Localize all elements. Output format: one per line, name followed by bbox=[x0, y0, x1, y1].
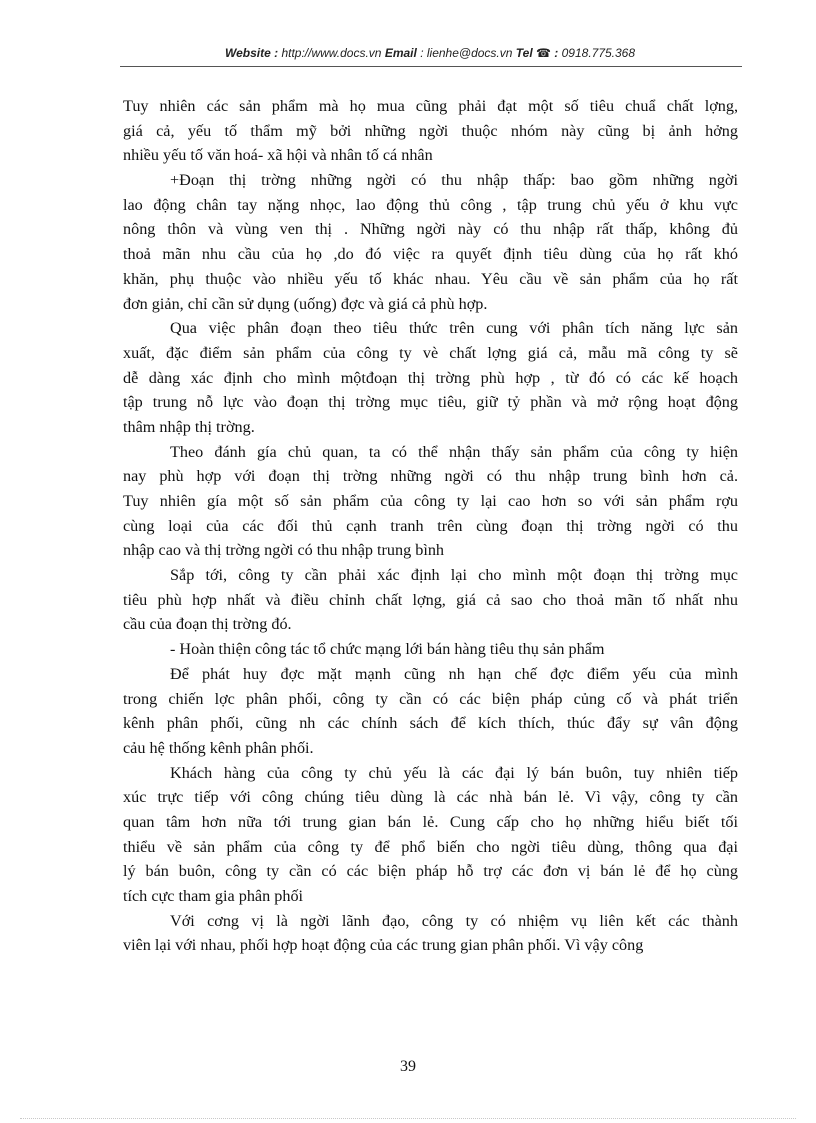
tel-label: Tel ☎ : bbox=[515, 46, 559, 60]
text-line: đơn giản, chỉ cần sử dụng (uống) đợc và giá cả phù hợp. bbox=[123, 294, 488, 313]
text-line: +Đoạn thị trờng những ngời có thu nhập thấp: bao gồm những ngời bbox=[170, 171, 738, 190]
text-line: nông thôn và vùng ven thị . Những ngời này có thu nhập rất thấp, không đủ bbox=[123, 220, 738, 239]
paragraph bbox=[123, 440, 738, 563]
header-rule bbox=[120, 66, 742, 67]
text-line: dễ dàng xác định cho mình mộtđoạn thị trờng phù hợp , từ đó có các kế hoạch bbox=[123, 368, 738, 387]
text-line: quan tâm hơn nữa tới trung gian bán lẻ. Cung cấp cho họ những hiểu biết tối bbox=[123, 812, 738, 831]
footer-dotted-rule bbox=[20, 1118, 796, 1119]
paragraph bbox=[123, 637, 738, 662]
paragraph bbox=[123, 909, 738, 958]
text-line: cầu của đoạn thị trờng đó. bbox=[123, 615, 292, 634]
email-label: Email bbox=[384, 46, 417, 60]
website-label: Website : bbox=[224, 46, 279, 60]
text-line: thâm nhập thị trờng. bbox=[123, 417, 255, 436]
paragraph bbox=[123, 94, 738, 168]
text-line: tiêu phù hợp nhất và điều chỉnh chất lợng, giá cả sao cho thoả mãn tố nhất nhu bbox=[123, 590, 738, 609]
tel-value: 0918.775.368 bbox=[561, 46, 636, 60]
text-line: Khách hàng của công ty chủ yếu là các đại lý bán buôn, tuy nhiên tiếp bbox=[170, 763, 738, 782]
text-line: Sắp tới, công ty cần phải xác định lại cho mình một đoạn thị trờng mục bbox=[170, 566, 738, 585]
email-value: : lienhe@docs.vn bbox=[420, 46, 513, 60]
text-line: xuất, đặc điểm sản phẩm của công ty vè chất lợng giá cả, mẫu mã công ty sẽ bbox=[123, 343, 738, 362]
text-line: lao động chân tay nặng nhọc, lao động thủ công , tập trung chủ yếu ở khu vực bbox=[123, 195, 738, 214]
text-line: Với cơng vị là ngời lãnh đạo, công ty có nhiệm vụ liên kết các thành bbox=[170, 911, 738, 930]
text-line: cùng loại của các đối thủ cạnh tranh trên cùng đoạn thị trờng ngời có thu bbox=[123, 516, 738, 535]
paragraph bbox=[123, 662, 738, 761]
text-line: giá cả, yếu tố thẩm mỹ bởi những ngời thuộc nhóm này cũng bị ảnh hởng bbox=[123, 121, 738, 140]
text-line: Để phát huy đợc mặt mạnh cũng nh hạn chế đợc điểm yếu của mình bbox=[170, 664, 738, 683]
paragraph bbox=[123, 563, 738, 637]
text-line: khăn, phụ thuộc vào nhiều yếu tố khác nhau. Yêu cầu về sản phẩm của họ rất bbox=[123, 269, 738, 288]
text-line: tích cực tham gia phân phối bbox=[123, 887, 304, 905]
text-line: nhiều yếu tố văn hoá- xã hội và nhân tố cá nhân bbox=[123, 146, 433, 165]
paragraph bbox=[123, 168, 738, 316]
paragraph bbox=[123, 761, 738, 909]
body-text bbox=[123, 94, 738, 958]
page-header bbox=[120, 46, 740, 60]
text-line: Tuy nhiên các sản phẩm mà họ mua cũng phải đạt một số tiêu chuẩ chất lợng, bbox=[123, 97, 738, 115]
text-line: lý bán buôn, công ty cần có các biện pháp hỗ trợ các đơn vị bán lẻ để họ cùng bbox=[123, 862, 738, 881]
text-line: nay phù hợp với đoạn thị trờng những ngời có thu nhập trung bình hơn cả. bbox=[123, 467, 738, 486]
text-line: trong chiến lợc phân phối, công ty cần có các biện pháp củng cố và phát triển bbox=[123, 689, 738, 708]
text-line: tập trung nỗ lực vào đoạn thị trờng mục tiêu, giữ tỷ phần và mở rộng hoạt động bbox=[123, 393, 738, 412]
text-line: Theo đánh gía chủ quan, ta có thể nhận thấy sản phẩm của công ty hiện bbox=[170, 442, 738, 461]
text-line: xúc trực tiếp với công chúng tiêu dùng là các nhà bán lẻ. Vì vậy, công ty cần bbox=[123, 788, 738, 807]
text-line: viên lại với nhau, phối hợp hoạt động của các trung gian phân phối. Vì vậy công bbox=[123, 936, 644, 955]
text-line: - Hoàn thiện công tác tổ chức mạng lới bán hàng tiêu thụ sản phẩm bbox=[170, 640, 605, 659]
page-number: 39 bbox=[400, 1058, 416, 1075]
text-line: cảu hệ thống kênh phân phối. bbox=[123, 738, 314, 757]
text-line: thiểu về sản phẩm của công ty để phổ biến cho ngời tiêu dùng, thông qua đại bbox=[123, 837, 738, 856]
text-line: nhập cao và thị trờng ngời có thu nhập trung bình bbox=[123, 541, 445, 560]
website-url: http://www.docs.vn bbox=[281, 46, 382, 60]
paragraph bbox=[123, 316, 738, 439]
text-line: Tuy nhiên gía một số sản phẩm của công ty lại cao hơn so với sản phẩm rợu bbox=[123, 492, 738, 510]
text-line: thoả mãn nhu cầu của họ ,do đó việc ra quyết định tiêu dùng của họ rất khó bbox=[123, 245, 738, 264]
text-line: kênh phân phối, cũng nh các chính sách để kích thích, thúc đẩy sự vân động bbox=[123, 714, 738, 733]
text-line: Qua việc phân đoạn theo tiêu thức trên cung với phân tích năng lực sản bbox=[170, 319, 738, 338]
